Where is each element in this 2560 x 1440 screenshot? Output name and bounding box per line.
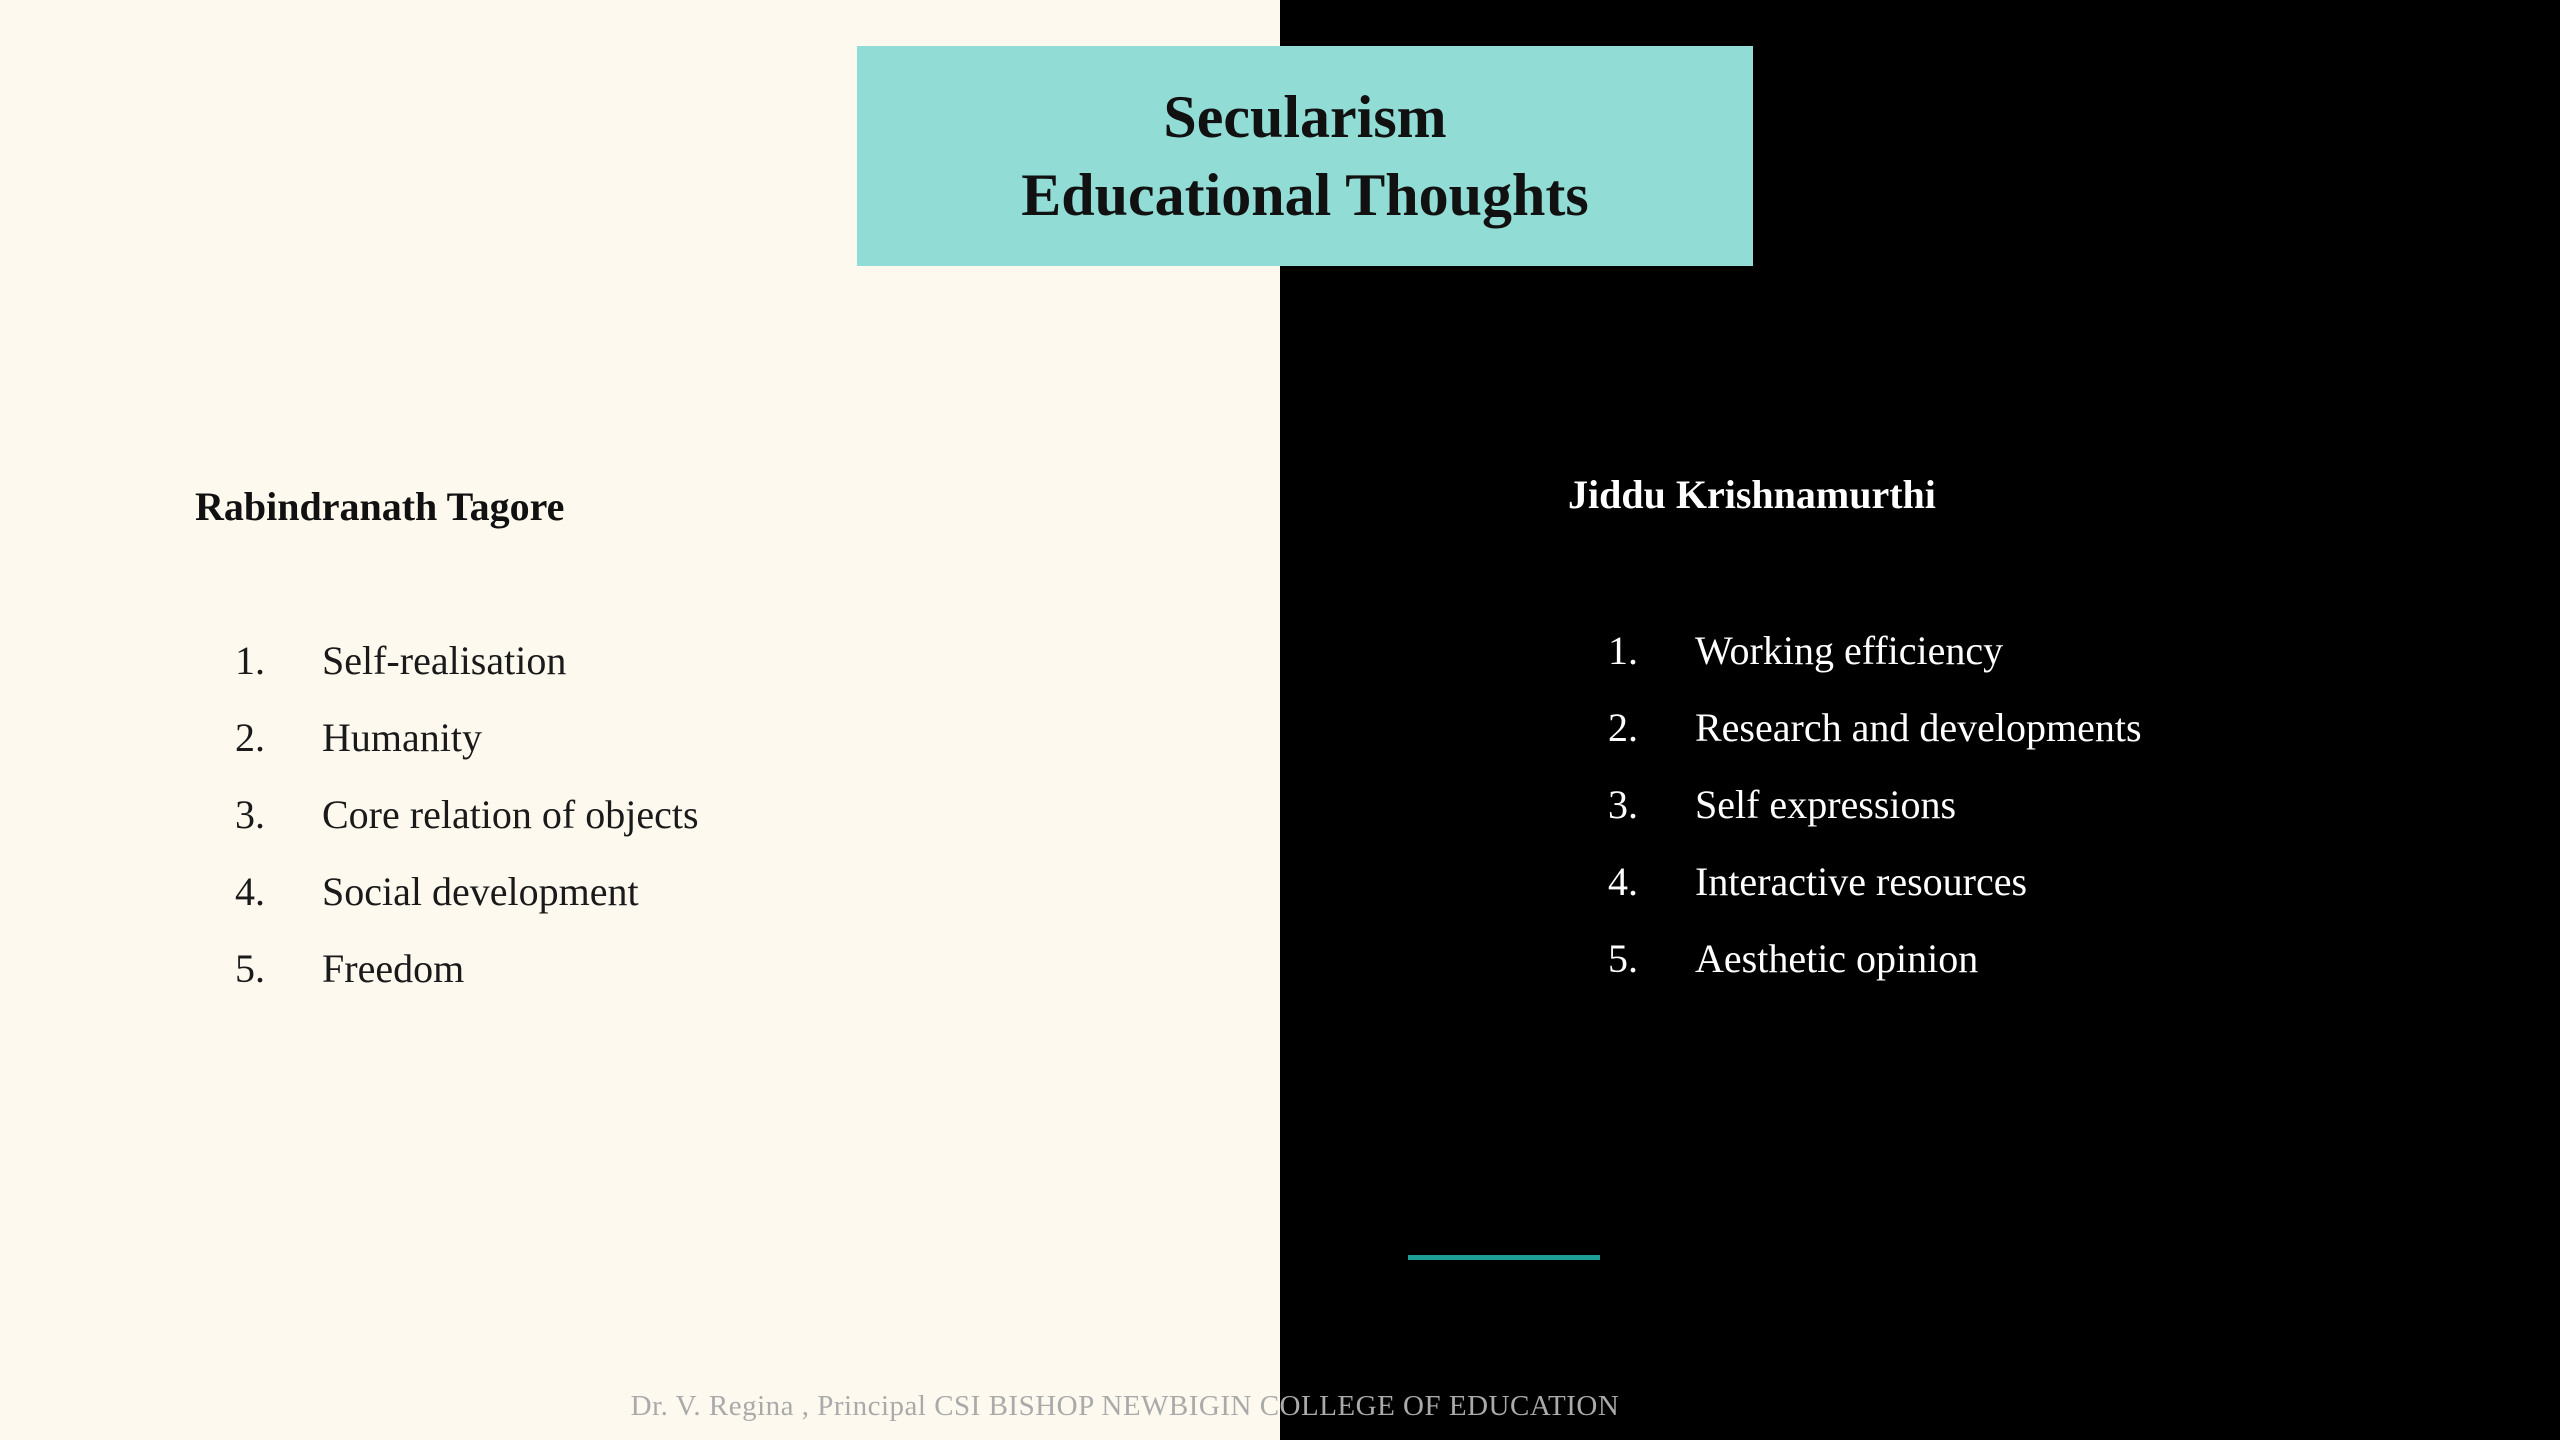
list-item	[1608, 766, 2142, 843]
right-column-heading: Jiddu Krishnamurthi	[1568, 472, 1936, 517]
title-line-2: Educational Thoughts	[1021, 162, 1589, 228]
accent-divider	[1408, 1255, 1600, 1260]
list-item-text: Interactive resources	[1695, 859, 2028, 904]
right-column-list	[1608, 612, 2142, 997]
list-item	[235, 853, 699, 930]
title-line-1: Secularism	[1163, 84, 1447, 150]
list-item	[1608, 920, 2142, 997]
list-item	[1608, 843, 2142, 920]
list-item-text: Aesthetic opinion	[1695, 936, 1979, 981]
list-item-text: Self-realisation	[322, 638, 567, 683]
list-item-number: 2.	[235, 715, 265, 760]
list-item-number: 3.	[1608, 782, 1638, 827]
list-item-text: Self expressions	[1695, 782, 1957, 827]
list-item-text: Humanity	[322, 715, 482, 760]
list-item-text: Freedom	[322, 946, 465, 991]
list-item	[1608, 612, 2142, 689]
list-item	[235, 622, 699, 699]
list-item-text: Working efficiency	[1695, 628, 2004, 673]
left-column-heading: Rabindranath Tagore	[195, 484, 565, 529]
list-item	[235, 930, 699, 1007]
footer-credit: Dr. V. Regina , Principal CSI BISHOP NEWBIGIN COLLEGE OF EDUCATION	[630, 1390, 1620, 1422]
list-item	[235, 699, 699, 776]
list-item-number: 4.	[1608, 859, 1638, 904]
list-item-number: 1.	[235, 638, 265, 683]
list-item-text: Research and developments	[1695, 705, 2142, 750]
left-column-list	[235, 622, 699, 1007]
list-item	[235, 776, 699, 853]
list-item-text: Core relation of objects	[322, 792, 699, 837]
list-item-number: 2.	[1608, 705, 1638, 750]
list-item-number: 5.	[1608, 936, 1638, 981]
list-item-number: 5.	[235, 946, 265, 991]
list-item-number: 1.	[1608, 628, 1638, 673]
title-box	[857, 46, 1753, 266]
list-item-number: 4.	[235, 869, 265, 914]
list-item	[1608, 689, 2142, 766]
list-item-number: 3.	[235, 792, 265, 837]
list-item-text: Social development	[322, 869, 639, 914]
